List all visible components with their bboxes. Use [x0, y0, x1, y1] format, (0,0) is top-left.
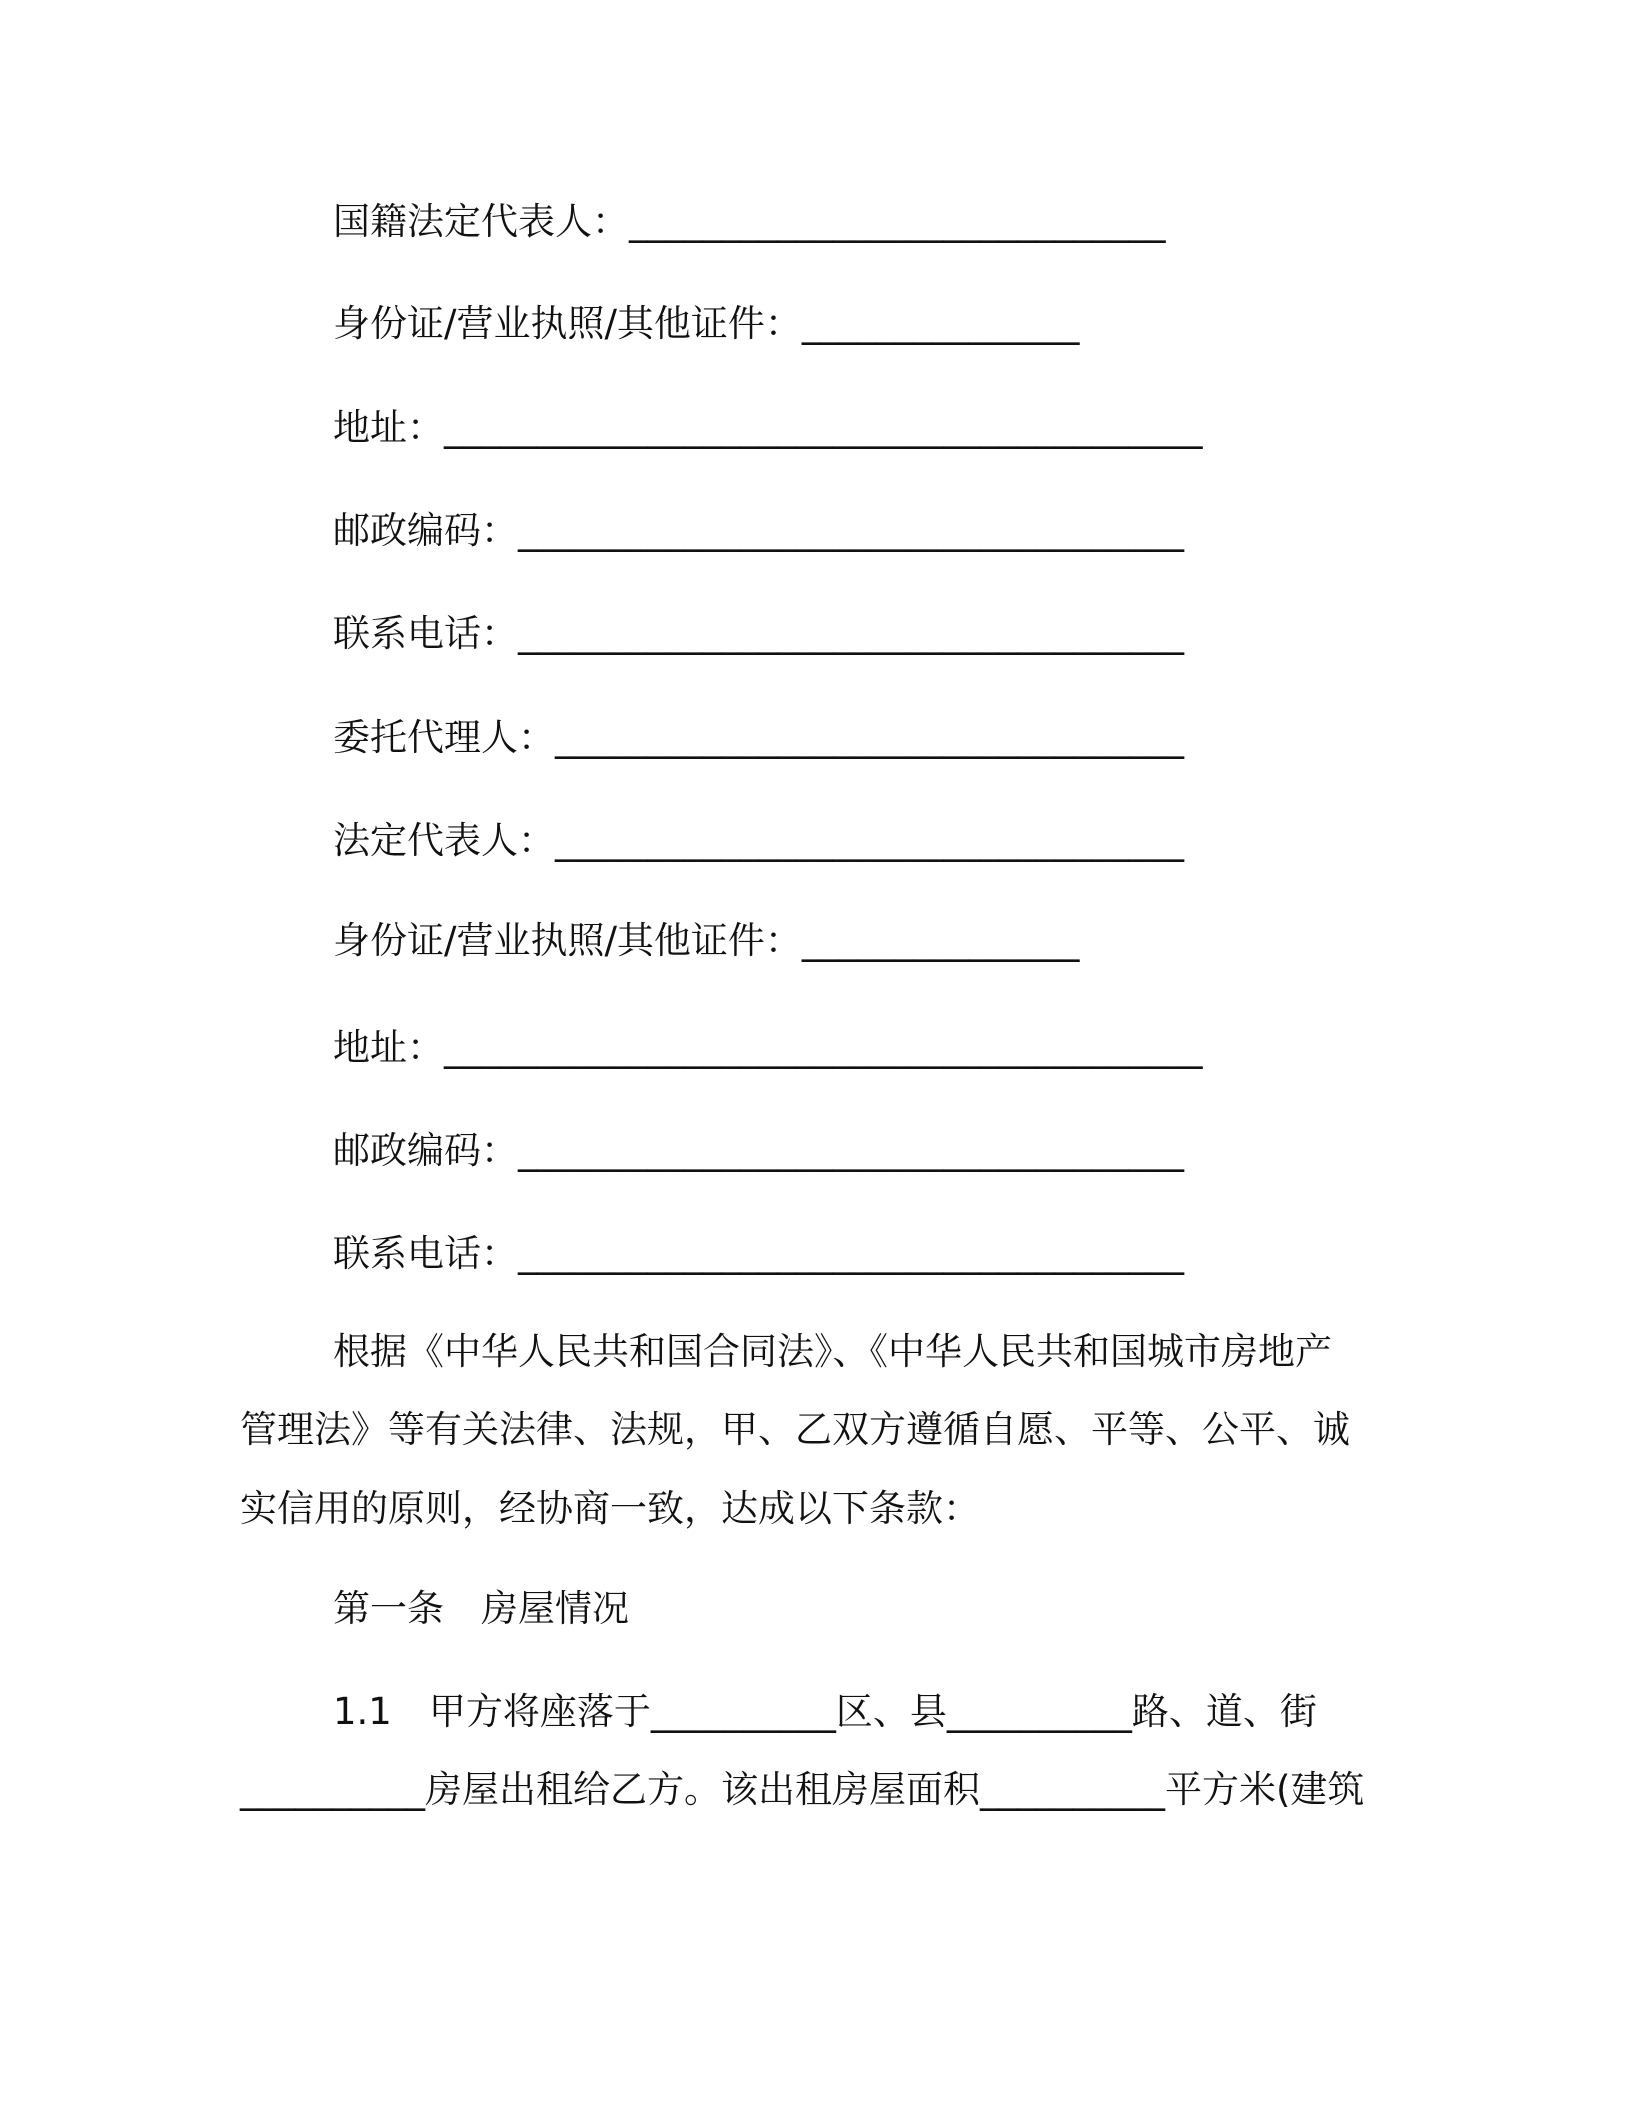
- field-postal-code: 邮政编码：____________________________________: [333, 509, 1184, 552]
- clause-1-1-line-1: 1.1 甲方将座落于__________区、县__________路、道、街: [333, 1690, 1317, 1733]
- field-phone: 联系电话：____________________________________: [333, 612, 1184, 655]
- preamble-line-2: 管理法》等有关法律、法规，甲、乙双方遵循自愿、平等、公平、诚: [240, 1408, 1350, 1451]
- field-agent: 委托代理人：__________________________________: [333, 716, 1184, 759]
- field-phone-2: 联系电话：____________________________________: [333, 1232, 1184, 1275]
- field-address-2: 地址：_________________________________________: [333, 1026, 1203, 1069]
- preamble-line-1: 根据《中华人民共和国合同法》、《中华人民共和国城市房地产: [333, 1330, 1332, 1373]
- field-id-license: 身份证/营业执照/其他证件：_______________: [333, 302, 1080, 345]
- field-legal-rep: 法定代表人：__________________________________: [333, 819, 1184, 862]
- article-heading: 第一条 房屋情况: [333, 1587, 629, 1630]
- field-id-license-2: 身份证/营业执照/其他证件：_______________: [333, 919, 1080, 962]
- field-postal-code-2: 邮政编码：____________________________________: [333, 1129, 1184, 1172]
- clause-1-1-line-2: __________房屋出租给乙方。该出租房屋面积__________平方米(建筑: [240, 1768, 1365, 1811]
- field-nationality-legal-rep: 国籍法定代表人：_____________________________: [333, 200, 1166, 243]
- field-address: 地址：_________________________________________: [333, 406, 1203, 449]
- preamble-line-3: 实信用的原则，经协商一致，达成以下条款：: [240, 1487, 980, 1530]
